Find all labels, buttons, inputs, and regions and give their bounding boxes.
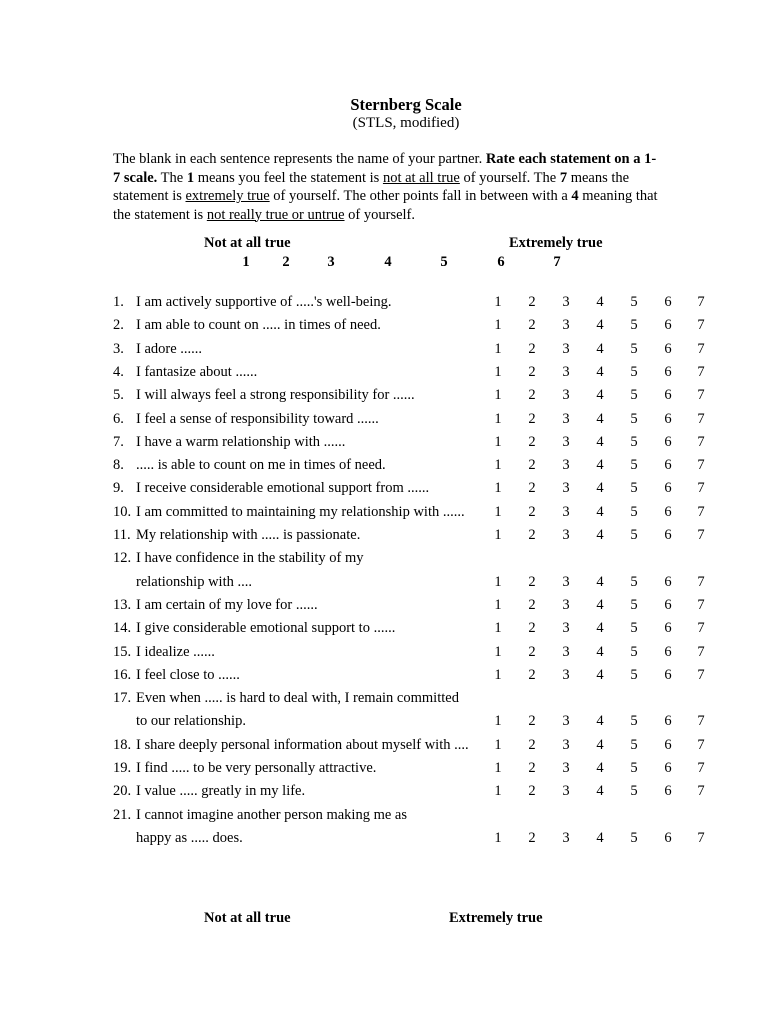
rating-option-5[interactable]: 5 xyxy=(630,643,638,660)
rating-option-1[interactable]: 1 xyxy=(494,317,502,334)
rating-option-5[interactable]: 5 xyxy=(630,340,638,357)
rating-option-4[interactable]: 4 xyxy=(596,666,604,683)
rating-option-1[interactable]: 1 xyxy=(494,294,502,310)
rating-option-4[interactable]: 4 xyxy=(596,433,604,450)
item-number: 21. xyxy=(113,806,132,823)
item-number: 7. xyxy=(113,433,124,450)
rating-option-2[interactable]: 2 xyxy=(528,527,536,543)
item-number: 17. xyxy=(113,690,132,707)
rating-option-6[interactable]: 6 xyxy=(664,620,672,637)
item-statement: I cannot imagine another person making me as xyxy=(136,806,407,823)
scale-number: 5 xyxy=(440,254,448,270)
item-statement: I find ..... to be very personally attractive. xyxy=(136,760,377,776)
rating-option-6[interactable]: 6 xyxy=(664,433,672,450)
instructions-paragraph xyxy=(113,150,661,224)
instructions-text: of yourself. The xyxy=(459,169,560,186)
rating-option-2[interactable]: 2 xyxy=(528,643,536,660)
rating-option-4[interactable]: 4 xyxy=(596,596,604,613)
rating-option-7[interactable]: 7 xyxy=(697,760,705,776)
rating-option-7[interactable]: 7 xyxy=(697,457,705,474)
item-number: 18. xyxy=(113,736,132,753)
rating-option-3[interactable]: 3 xyxy=(562,620,570,637)
item-statement: I will always feel a strong responsibility for ...... xyxy=(136,387,415,404)
rating-option-3[interactable]: 3 xyxy=(562,317,570,334)
rating-option-3[interactable]: 3 xyxy=(562,527,570,543)
item-statement: to our relationship. xyxy=(136,713,246,730)
rating-option-7[interactable]: 7 xyxy=(697,433,705,450)
item-statement: happy as ..... does. xyxy=(136,829,243,846)
rating-option-6[interactable]: 6 xyxy=(664,410,672,427)
scale-low-label: Not at all true xyxy=(204,235,291,251)
item-statement: relationship with .... xyxy=(136,573,252,590)
rating-option-2[interactable]: 2 xyxy=(528,736,536,753)
rating-option-6[interactable]: 6 xyxy=(664,340,672,357)
item-number: 5. xyxy=(113,387,124,404)
item-statement: I adore ...... xyxy=(136,340,203,357)
item-statement: I feel a sense of responsibility toward ...... xyxy=(136,410,379,427)
item-statement: I share deeply personal information about myself with .... xyxy=(136,736,469,753)
rating-option-2[interactable]: 2 xyxy=(528,783,536,800)
rating-option-2[interactable]: 2 xyxy=(528,573,536,590)
rating-option-2[interactable]: 2 xyxy=(528,620,536,637)
instructions-bold: 7 xyxy=(559,169,568,186)
rating-option-3[interactable]: 3 xyxy=(562,340,570,357)
instructions-text: means the statement is xyxy=(113,169,630,204)
rating-option-7[interactable]: 7 xyxy=(697,573,705,590)
rating-option-1[interactable]: 1 xyxy=(494,666,502,683)
rating-option-6[interactable]: 6 xyxy=(664,573,672,590)
rating-option-5[interactable]: 5 xyxy=(630,317,638,334)
scale-low-label-bottom: Not at all true xyxy=(204,910,291,926)
rating-option-4[interactable]: 4 xyxy=(596,760,604,776)
item-number: 14. xyxy=(113,620,132,637)
rating-option-5[interactable]: 5 xyxy=(630,410,638,427)
rating-option-5[interactable]: 5 xyxy=(630,480,638,497)
rating-option-2[interactable]: 2 xyxy=(528,480,536,497)
scale-number: 4 xyxy=(384,254,392,270)
rating-option-1[interactable]: 1 xyxy=(494,643,502,660)
rating-option-2[interactable]: 2 xyxy=(528,317,536,334)
rating-option-5[interactable]: 5 xyxy=(630,503,638,520)
instructions-text: meaning that the statement is xyxy=(113,188,658,223)
item-statement: Even when ..... is hard to deal with, I remain committed xyxy=(136,690,459,707)
rating-option-6[interactable]: 6 xyxy=(664,783,672,800)
item-number: 9. xyxy=(113,480,124,497)
item-statement: I give considerable emotional support to ...... xyxy=(136,620,396,637)
rating-option-1[interactable]: 1 xyxy=(494,760,502,776)
item-statement: I idealize ...... xyxy=(136,643,215,660)
rating-option-1[interactable]: 1 xyxy=(494,573,502,590)
instructions-bold: Rate each statement on a 1-7 scale. xyxy=(113,151,657,186)
rating-option-7[interactable]: 7 xyxy=(697,736,705,753)
rating-option-3[interactable]: 3 xyxy=(562,387,570,404)
rating-option-5[interactable]: 5 xyxy=(630,713,638,730)
rating-option-2[interactable]: 2 xyxy=(528,760,536,776)
page-title: Sternberg Scale xyxy=(350,95,462,114)
rating-option-4[interactable]: 4 xyxy=(596,294,604,310)
rating-option-5[interactable]: 5 xyxy=(630,596,638,613)
rating-option-4[interactable]: 4 xyxy=(596,410,604,427)
item-number: 16. xyxy=(113,666,132,683)
instructions-text: The xyxy=(157,169,187,186)
rating-option-1[interactable]: 1 xyxy=(494,387,502,404)
rating-option-3[interactable]: 3 xyxy=(562,457,570,474)
item-statement: I feel close to ...... xyxy=(136,666,240,683)
instructions-underline: not really true or untrue xyxy=(206,206,345,223)
rating-option-1[interactable]: 1 xyxy=(494,433,502,450)
rating-option-2[interactable]: 2 xyxy=(528,294,536,310)
rating-option-5[interactable]: 5 xyxy=(630,736,638,753)
rating-option-4[interactable]: 4 xyxy=(596,387,604,404)
rating-option-4[interactable]: 4 xyxy=(596,573,604,590)
rating-option-7[interactable]: 7 xyxy=(697,387,705,404)
item-statement: I fantasize about ...... xyxy=(136,363,258,380)
rating-option-7[interactable]: 7 xyxy=(697,713,705,730)
rating-option-6[interactable]: 6 xyxy=(664,596,672,613)
item-number: 1. xyxy=(113,294,124,310)
item-number: 10. xyxy=(113,503,132,520)
rating-option-7[interactable]: 7 xyxy=(697,643,705,660)
instructions-bold: 4 xyxy=(571,188,579,204)
rating-option-7[interactable]: 7 xyxy=(697,666,705,683)
rating-option-5[interactable]: 5 xyxy=(630,433,638,450)
instructions-bold: 1 xyxy=(186,169,195,186)
item-number: 11. xyxy=(113,527,131,543)
scale-number: 1 xyxy=(242,254,250,270)
rating-option-6[interactable]: 6 xyxy=(664,457,672,474)
item-statement: ..... is able to count on me in times of need. xyxy=(136,457,386,474)
rating-option-5[interactable]: 5 xyxy=(630,829,638,846)
scale-high-label: Extremely true xyxy=(509,235,603,251)
scale-number: 2 xyxy=(282,254,290,270)
rating-option-2[interactable]: 2 xyxy=(528,713,536,730)
rating-option-4[interactable]: 4 xyxy=(596,829,604,846)
rating-option-2[interactable]: 2 xyxy=(528,340,536,357)
rating-option-5[interactable]: 5 xyxy=(630,527,638,543)
rating-option-6[interactable]: 6 xyxy=(664,736,672,753)
rating-option-3[interactable]: 3 xyxy=(562,573,570,590)
rating-option-1[interactable]: 1 xyxy=(494,736,502,753)
rating-option-7[interactable]: 7 xyxy=(697,596,705,613)
rating-option-7[interactable]: 7 xyxy=(697,480,705,497)
item-statement: I have a warm relationship with ...... xyxy=(136,433,346,450)
rating-option-3[interactable]: 3 xyxy=(562,760,570,776)
instructions-text: of yourself. The other points fall in between with a xyxy=(269,188,572,204)
item-number: 2. xyxy=(113,317,124,334)
item-number: 6. xyxy=(113,410,124,427)
item-statement: I am actively supportive of .....'s well-being. xyxy=(136,294,392,310)
rating-option-2[interactable]: 2 xyxy=(528,433,536,450)
item-statement: I have confidence in the stability of my xyxy=(136,550,364,567)
rating-option-6[interactable]: 6 xyxy=(664,829,672,846)
rating-option-7[interactable]: 7 xyxy=(697,527,705,543)
item-number: 12. xyxy=(113,550,132,567)
rating-option-4[interactable]: 4 xyxy=(596,457,604,474)
rating-option-3[interactable]: 3 xyxy=(562,829,570,846)
rating-option-3[interactable]: 3 xyxy=(562,666,570,683)
rating-option-4[interactable]: 4 xyxy=(596,503,604,520)
rating-option-1[interactable]: 1 xyxy=(494,457,502,474)
rating-option-7[interactable]: 7 xyxy=(697,363,705,380)
instructions-text: means you feel the statement is xyxy=(194,169,383,186)
rating-option-6[interactable]: 6 xyxy=(664,666,672,683)
rating-option-6[interactable]: 6 xyxy=(664,643,672,660)
rating-option-4[interactable]: 4 xyxy=(596,527,604,543)
rating-option-6[interactable]: 6 xyxy=(664,503,672,520)
rating-option-7[interactable]: 7 xyxy=(697,317,705,334)
item-number: 19. xyxy=(113,760,132,776)
item-statement: I value ..... greatly in my life. xyxy=(136,783,306,800)
rating-option-5[interactable]: 5 xyxy=(630,760,638,776)
rating-option-4[interactable]: 4 xyxy=(596,783,604,800)
rating-option-6[interactable]: 6 xyxy=(664,363,672,380)
instructions-text: of yourself. xyxy=(344,206,415,223)
item-statement: I receive considerable emotional support from ...... xyxy=(136,480,430,497)
rating-option-1[interactable]: 1 xyxy=(494,480,502,497)
rating-option-7[interactable]: 7 xyxy=(697,783,705,800)
item-statement: I am able to count on ..... in times of need. xyxy=(136,317,381,334)
rating-option-6[interactable]: 6 xyxy=(664,480,672,497)
rating-option-4[interactable]: 4 xyxy=(596,340,604,357)
rating-option-3[interactable]: 3 xyxy=(562,363,570,380)
instructions-underline: extremely true xyxy=(185,188,270,204)
rating-option-7[interactable]: 7 xyxy=(697,503,705,520)
rating-option-3[interactable]: 3 xyxy=(562,433,570,450)
rating-option-2[interactable]: 2 xyxy=(528,457,536,474)
scale-high-label-bottom: Extremely true xyxy=(449,910,543,926)
item-number: 13. xyxy=(113,596,132,613)
rating-option-3[interactable]: 3 xyxy=(562,596,570,613)
rating-option-1[interactable]: 1 xyxy=(494,713,502,730)
rating-option-7[interactable]: 7 xyxy=(697,340,705,357)
rating-option-3[interactable]: 3 xyxy=(562,783,570,800)
rating-option-7[interactable]: 7 xyxy=(697,294,705,310)
rating-option-2[interactable]: 2 xyxy=(528,596,536,613)
rating-option-7[interactable]: 7 xyxy=(697,410,705,427)
rating-option-4[interactable]: 4 xyxy=(596,643,604,660)
rating-option-3[interactable]: 3 xyxy=(562,480,570,497)
rating-option-5[interactable]: 5 xyxy=(630,783,638,800)
rating-option-2[interactable]: 2 xyxy=(528,829,536,846)
item-number: 8. xyxy=(113,457,124,474)
item-statement: My relationship with ..... is passionate. xyxy=(136,527,361,543)
rating-option-2[interactable]: 2 xyxy=(528,363,536,380)
rating-option-1[interactable]: 1 xyxy=(494,527,502,543)
rating-option-1[interactable]: 1 xyxy=(494,829,502,846)
rating-option-3[interactable]: 3 xyxy=(562,294,570,310)
rating-option-4[interactable]: 4 xyxy=(596,363,604,380)
scale-number: 7 xyxy=(553,254,561,270)
rating-option-4[interactable]: 4 xyxy=(596,480,604,497)
rating-option-3[interactable]: 3 xyxy=(562,503,570,520)
rating-option-3[interactable]: 3 xyxy=(562,713,570,730)
rating-option-2[interactable]: 2 xyxy=(528,666,536,683)
rating-option-3[interactable]: 3 xyxy=(562,410,570,427)
rating-option-4[interactable]: 4 xyxy=(596,713,604,730)
rating-option-6[interactable]: 6 xyxy=(664,294,672,310)
page-subtitle: (STLS, modified) xyxy=(352,115,460,131)
rating-option-4[interactable]: 4 xyxy=(596,620,604,637)
item-number: 20. xyxy=(113,783,132,800)
rating-option-6[interactable]: 6 xyxy=(664,317,672,334)
rating-option-1[interactable]: 1 xyxy=(494,596,502,613)
rating-option-5[interactable]: 5 xyxy=(630,363,638,380)
rating-option-5[interactable]: 5 xyxy=(630,620,638,637)
rating-option-3[interactable]: 3 xyxy=(562,643,570,660)
item-statement: I am committed to maintaining my relationship with ...... xyxy=(136,503,465,520)
rating-option-6[interactable]: 6 xyxy=(664,713,672,730)
rating-option-2[interactable]: 2 xyxy=(528,503,536,520)
rating-option-1[interactable]: 1 xyxy=(494,503,502,520)
scale-number: 6 xyxy=(497,254,505,270)
item-number: 4. xyxy=(113,363,124,380)
rating-option-1[interactable]: 1 xyxy=(494,410,502,427)
rating-option-6[interactable]: 6 xyxy=(664,387,672,404)
rating-option-3[interactable]: 3 xyxy=(562,736,570,753)
rating-option-5[interactable]: 5 xyxy=(630,387,638,404)
rating-option-1[interactable]: 1 xyxy=(494,620,502,637)
rating-option-5[interactable]: 5 xyxy=(630,573,638,590)
rating-option-7[interactable]: 7 xyxy=(697,829,705,846)
item-number: 3. xyxy=(113,340,124,357)
scale-number: 3 xyxy=(327,254,335,270)
rating-option-5[interactable]: 5 xyxy=(630,294,638,310)
instructions-text: The blank in each sentence represents the name of your partner. xyxy=(113,151,486,167)
rating-option-1[interactable]: 1 xyxy=(494,363,502,380)
rating-option-5[interactable]: 5 xyxy=(630,666,638,683)
rating-option-4[interactable]: 4 xyxy=(596,317,604,334)
rating-option-1[interactable]: 1 xyxy=(494,783,502,800)
rating-option-1[interactable]: 1 xyxy=(494,340,502,357)
rating-option-7[interactable]: 7 xyxy=(697,620,705,637)
item-number: 15. xyxy=(113,643,132,660)
rating-option-5[interactable]: 5 xyxy=(630,457,638,474)
rating-option-2[interactable]: 2 xyxy=(528,410,536,427)
item-statement: I am certain of my love for ...... xyxy=(136,596,318,613)
rating-option-4[interactable]: 4 xyxy=(596,736,604,753)
instructions-underline: not at all true xyxy=(382,169,460,186)
rating-option-6[interactable]: 6 xyxy=(664,527,672,543)
rating-option-2[interactable]: 2 xyxy=(528,387,536,404)
rating-option-6[interactable]: 6 xyxy=(664,760,672,776)
